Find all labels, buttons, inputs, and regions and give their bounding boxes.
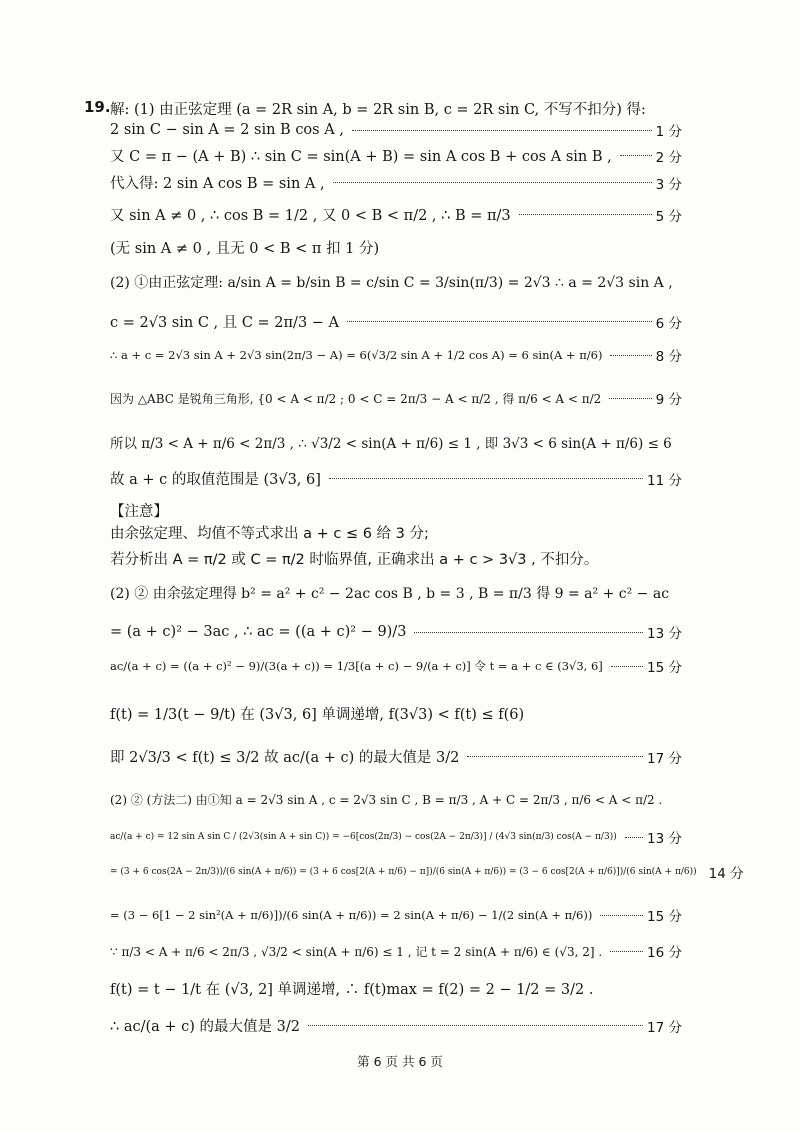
- solution-line-l18: [110, 656, 682, 676]
- line-text: 又 sin A ≠ 0 , ∴ cos B = 1/2 , 又 0 < B < π/2 , ∴ B = π/3: [110, 208, 511, 224]
- score-points: 8 分: [655, 349, 682, 365]
- score-points: 16 分: [647, 945, 682, 961]
- score-points: 5 分: [655, 208, 682, 225]
- line-text: ∴ ac/(a + c) 的最大值是 3/2: [110, 1019, 300, 1035]
- line-text: ac/(a + c) = ((a + c)² − 9)/(3(a + c)) = 1/3[(a + c) − 9/(a + c)] 令 t = a + c ∈ (3√3, 6]: [110, 659, 603, 673]
- solution-line-l9: [110, 345, 682, 365]
- solution-line-l16: [110, 583, 682, 603]
- line-text: 故 a + c 的取值范围是 (3√3, 6]: [110, 472, 321, 488]
- solution-line-l17: [110, 622, 682, 642]
- solution-line-l14: [110, 522, 682, 543]
- leader-dots: [600, 915, 643, 916]
- score-points: 1 分: [655, 124, 682, 140]
- leader-dots: [414, 632, 643, 633]
- line-text: f(t) = t − 1/t 在 (√3, 2] 单调递增, ∴ f(t)max = f(2) = 2 − 1/2 = 3/2 .: [110, 982, 594, 998]
- score-points: 9 分: [655, 392, 682, 408]
- line-text: ∴ a + c = 2√3 sin A + 2√3 sin(2π/3 − A) = 6(√3/2 sin A + 1/2 cos A) = 6 sin(A + π/6): [110, 348, 603, 362]
- score-points: 15 分: [647, 660, 682, 676]
- leader-dots: [611, 666, 643, 667]
- solution-line-l24: [110, 905, 682, 925]
- solution-line-l4: [110, 172, 682, 193]
- leader-dots: [308, 1025, 643, 1026]
- problem-number: 19.: [84, 98, 111, 116]
- score-points: 13 分: [647, 831, 682, 847]
- solution-line-l3: [110, 145, 682, 166]
- solution-line-l5: [110, 204, 682, 225]
- line-text: 又 C = π − (A + B) ∴ sin C = sin(A + B) = sin A cos B + cos A sin B ,: [110, 149, 612, 165]
- line-text: 若分析出 A = π/2 或 C = π/2 时临界值, 正确求出 a + c > 3√3 , 不扣分。: [110, 552, 599, 568]
- solution-line-l7: [110, 272, 682, 292]
- leader-dots: [347, 321, 652, 322]
- line-text: 代入得: 2 sin A cos B = sin A ,: [110, 176, 325, 192]
- leader-dots: [329, 478, 643, 479]
- score-points: 15 分: [647, 909, 682, 925]
- line-text: 由余弦定理、均值不等式求出 a + c ≤ 6 给 3 分;: [110, 526, 429, 542]
- leader-dots: [609, 398, 651, 399]
- solution-line-l11: [110, 432, 682, 452]
- line-text: (2) ② 由余弦定理得 b² = a² + c² − 2ac cos B , b = 3 , B = π/3 得 9 = a² + c² − ac: [110, 586, 670, 602]
- solution-line-l26: [110, 978, 682, 999]
- solution-line-l8: [110, 311, 682, 332]
- leader-dots: [519, 214, 652, 215]
- line-text: (2) ② (方法二) 由①知 a = 2√3 sin A , c = 2√3 sin C , B = π/3 , A + C = 2π/3 , π/6 < A < π/2 .: [110, 793, 663, 807]
- score-points: 17 分: [647, 750, 682, 767]
- score-points: 13 分: [647, 626, 682, 642]
- line-text: 【注意】: [110, 504, 168, 520]
- line-text: 即 2√3/3 < f(t) ≤ 3/2 故 ac/(a + c) 的最大值是 3/2: [110, 750, 460, 766]
- leader-dots: [625, 837, 643, 838]
- solution-line-l27: [110, 1015, 682, 1036]
- line-text: = (a + c)² − 3ac , ∴ ac = ((a + c)² − 9)/3: [110, 624, 407, 640]
- score-points: 6 分: [655, 315, 682, 332]
- leader-dots: [352, 130, 652, 131]
- solution-line-l2: [110, 120, 682, 140]
- solution-line-l22: [110, 827, 682, 847]
- leader-dots: [610, 951, 643, 952]
- leader-dots: [620, 155, 652, 156]
- solution-line-l21: [110, 791, 682, 808]
- score-points: 2 分: [655, 149, 682, 166]
- leader-dots: [467, 756, 643, 757]
- solution-line-l20: [110, 746, 682, 767]
- line-text: ac/(a + c) = 12 sin A sin C / (2√3(sin A + sin C)) = −6[cos(2π/3) − cos(2A − 2π/3)] / (4√3 sin(π/3) cos(A − π/3)): [110, 832, 617, 842]
- line-text: 所以 π/3 < A + π/6 < 2π/3 , ∴ √3/2 < sin(A + π/6) ≤ 1 , 即 3√3 < 6 sin(A + π/6) ≤ 6: [110, 436, 672, 452]
- line-text: 因为 △ABC 是锐角三角形, {0 < A < π/2 ; 0 < C = 2π/3 − A < π/2 , 得 π/6 < A < π/2: [110, 391, 602, 406]
- score-points: 3 分: [655, 176, 682, 193]
- line-text: 解: (1) 由正弦定理 (a = 2R sin A, b = 2R sin B, c = 2R sin C, 不写不扣分) 得:: [110, 102, 646, 118]
- line-text: f(t) = 1/3(t − 9/t) 在 (3√3, 6] 单调递增, f(3√3) < f(t) ≤ f(6): [110, 707, 525, 723]
- solution-line-l12: [110, 468, 682, 489]
- leader-dots: [333, 182, 652, 183]
- solution-line-l6: [110, 237, 682, 258]
- line-text: = (3 − 6[1 − 2 sin²(A + π/6)])/(6 sin(A + π/6)) = 2 sin(A + π/6) − 1/(2 sin(A + π/6)): [110, 908, 593, 922]
- solution-line-l13: [110, 500, 682, 521]
- line-text: ∵ π/3 < A + π/6 < 2π/3 , √3/2 < sin(A + π/6) ≤ 1 , 记 t = 2 sin(A + π/6) ∈ (√3, 2] .: [110, 944, 603, 959]
- solution-line-l10: [110, 388, 682, 408]
- solution-line-l1: [110, 98, 682, 119]
- line-text: c = 2√3 sin C , 且 C = 2π/3 − A: [110, 315, 340, 331]
- leader-dots: [610, 355, 651, 356]
- solution-line-l23: [110, 862, 744, 882]
- solution-line-l25: [110, 941, 682, 961]
- line-text: (无 sin A ≠ 0 , 且无 0 < B < π 扣 1 分): [110, 241, 380, 257]
- line-text: (2) ①由正弦定理: a/sin A = b/sin B = c/sin C = 3/sin(π/3) = 2√3 ∴ a = 2√3 sin A ,: [110, 275, 673, 291]
- solution-line-l15: [110, 548, 682, 569]
- page-footer: 第 6 页 共 6 页: [357, 1054, 443, 1069]
- score-points: 14 分: [708, 866, 744, 882]
- line-text: 2 sin C − sin A = 2 sin B cos A ,: [110, 122, 344, 138]
- solution-line-l19: [110, 703, 682, 724]
- line-text: = (3 + 6 cos(2A − 2π/3))/(6 sin(A + π/6)) = (3 + 6 cos[2(A + π/6) − π])/(6 sin(A + π/6)) = (3 − 6 cos[2(A + π/6)])/(6 sin(A + π/6)): [110, 867, 697, 877]
- score-points: 11 分: [647, 472, 682, 489]
- score-points: 17 分: [647, 1019, 682, 1036]
